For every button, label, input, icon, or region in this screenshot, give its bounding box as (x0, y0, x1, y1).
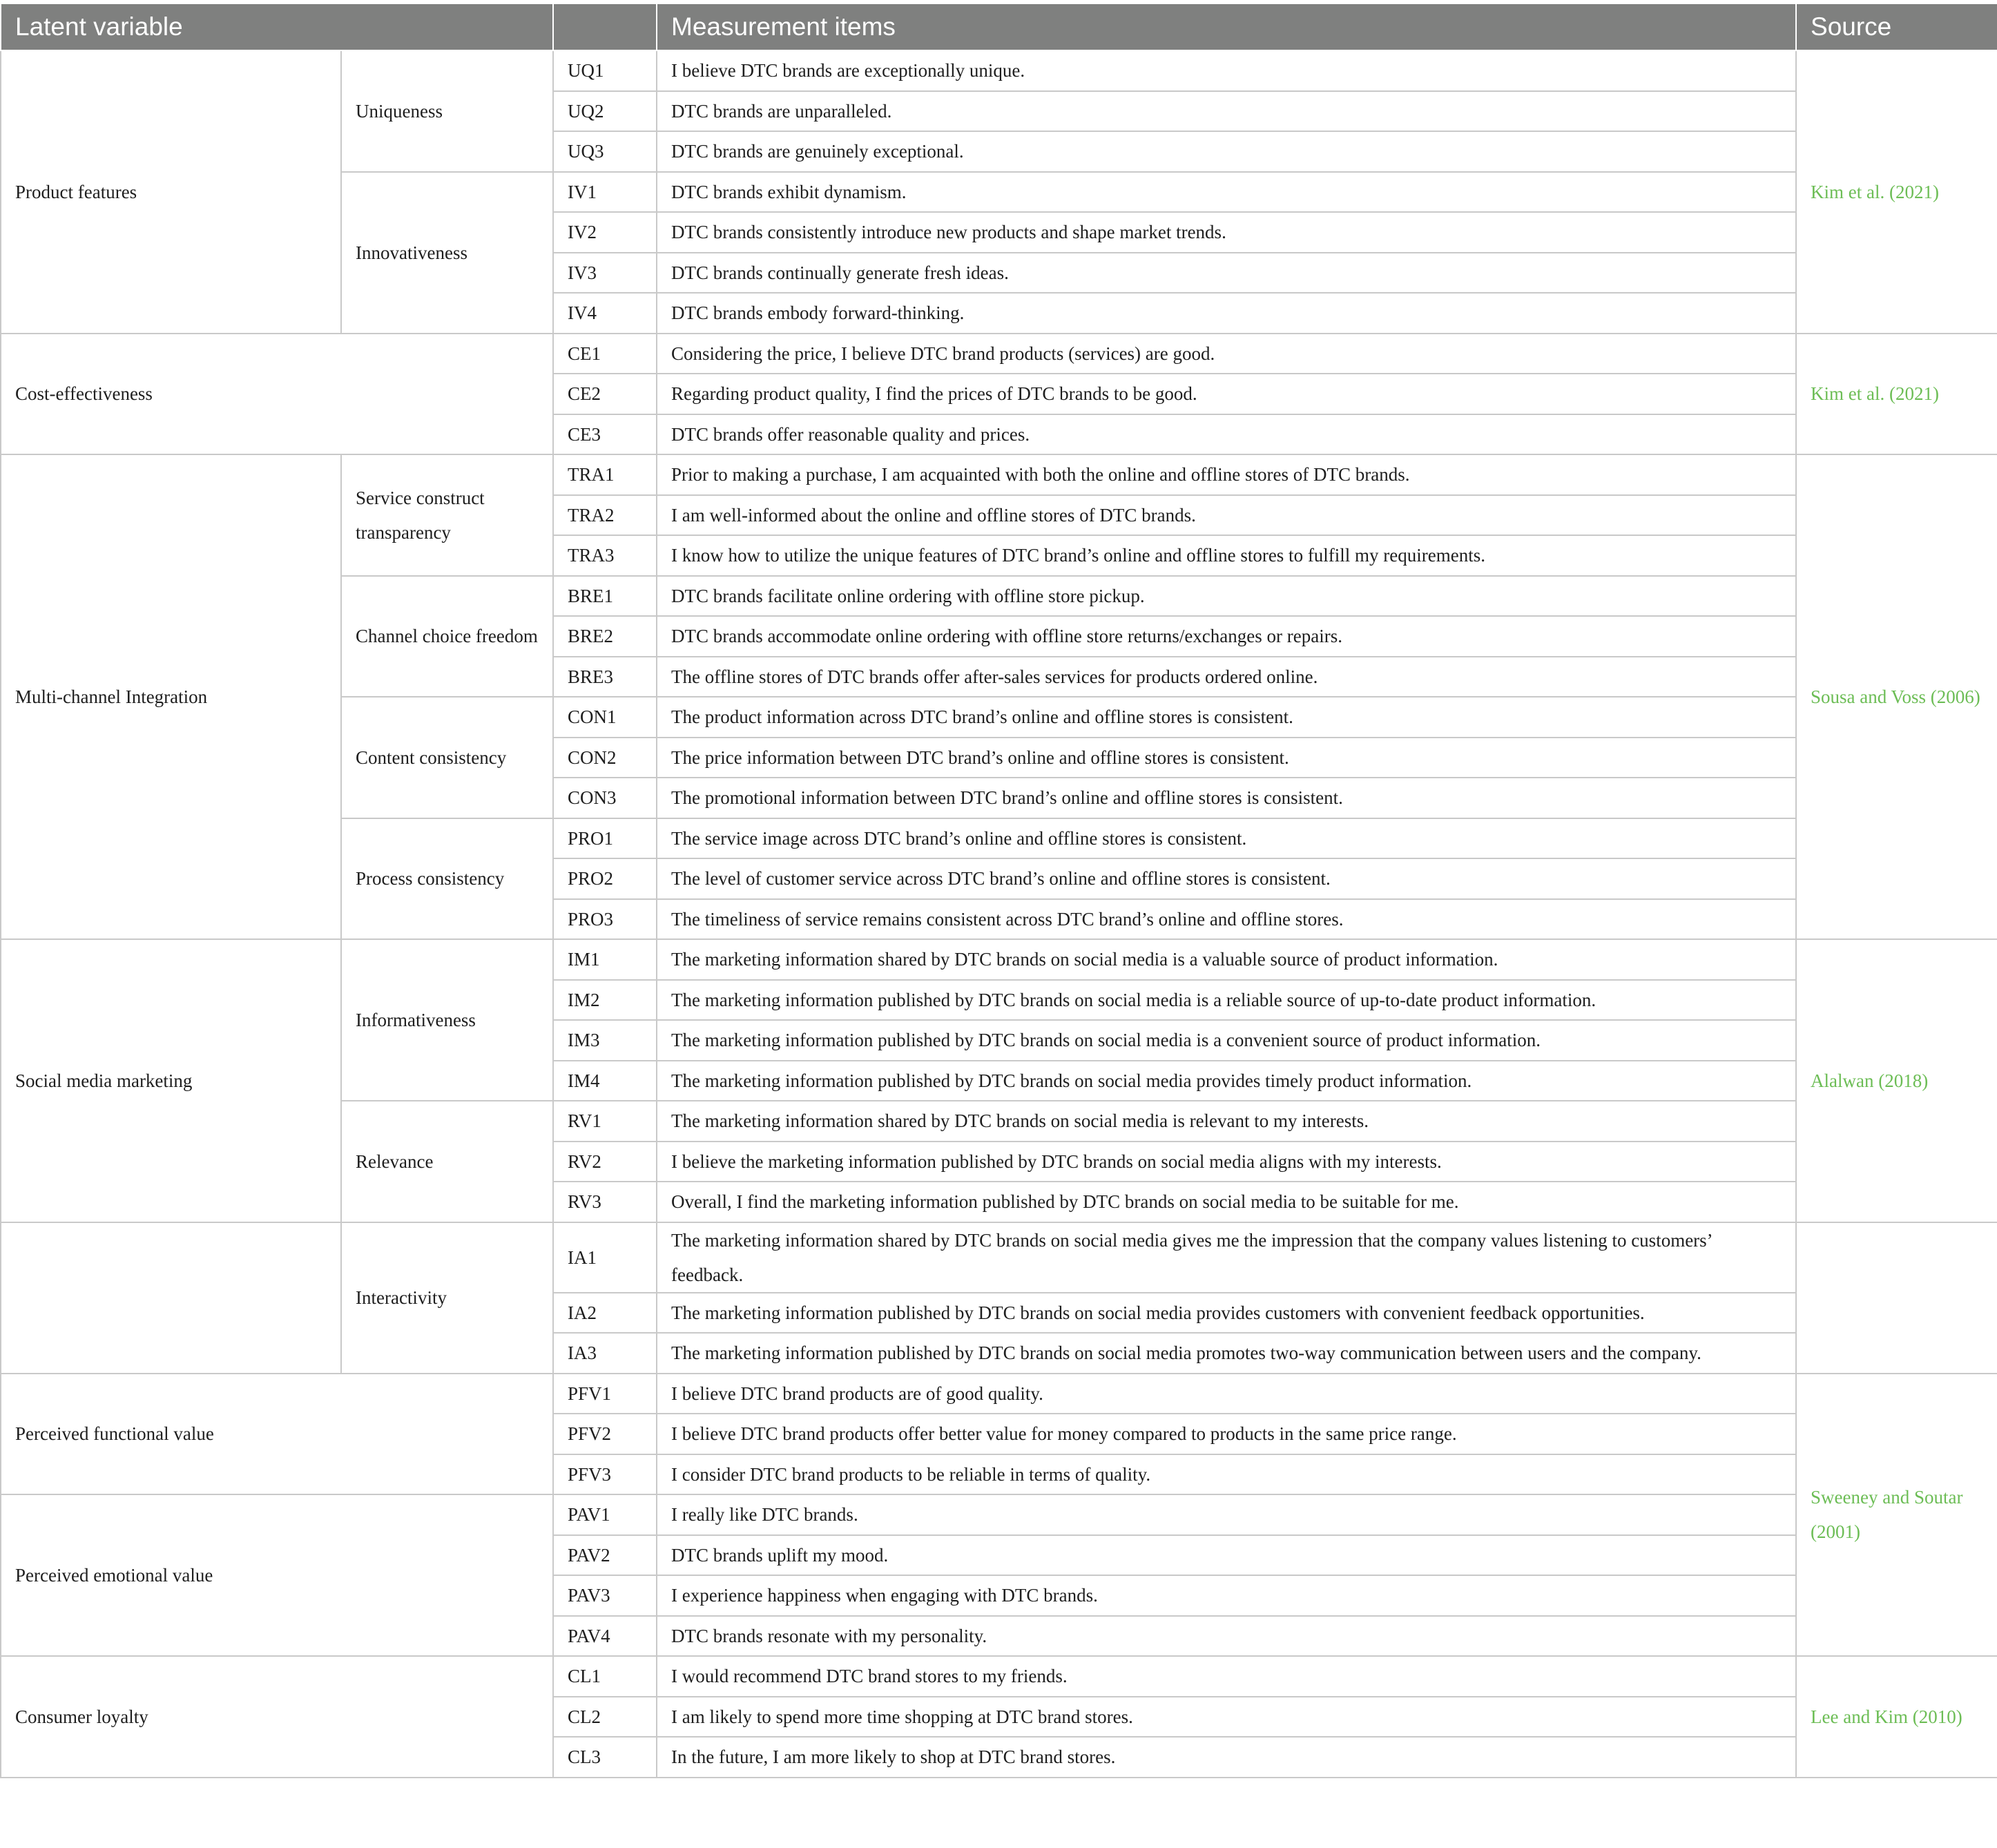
latent-perceived-functional-value: Perceived functional value (1, 1374, 553, 1495)
item-text: The level of customer service across DTC brand’s online and offline stores is consistent. (657, 858, 1796, 899)
item-text: DTC brands embody forward-thinking. (657, 293, 1796, 334)
sub-relevance: Relevance (341, 1101, 553, 1222)
item-code: IV4 (553, 293, 657, 334)
item-code: CON3 (553, 778, 657, 818)
source-blank (1796, 1222, 1997, 1374)
item-text: I consider DTC brand products to be reliable in terms of quality. (657, 1454, 1796, 1495)
latent-multi-channel-integration: Multi-channel Integration (1, 454, 341, 939)
header-source: Source (1796, 3, 1997, 50)
table-row (1, 1494, 1997, 1535)
table-row (1, 1656, 1997, 1697)
item-text: I believe the marketing information published by DTC brands on social media aligns with my interests. (657, 1142, 1796, 1182)
header-latent-variable: Latent variable (1, 3, 553, 50)
item-code: RV1 (553, 1101, 657, 1142)
item-text: I would recommend DTC brand stores to my friends. (657, 1656, 1796, 1697)
item-text: DTC brands facilitate online ordering with offline store pickup. (657, 576, 1796, 617)
latent-blank (1, 1222, 341, 1374)
item-code: PRO1 (553, 818, 657, 859)
item-code: IV2 (553, 212, 657, 253)
source-alalwan-2018: Alalwan (2018) (1796, 939, 1997, 1222)
item-code: BRE3 (553, 657, 657, 697)
item-text: The timeliness of service remains consistent across DTC brand’s online and offline stores. (657, 899, 1796, 940)
item-text: I know how to utilize the unique features of DTC brand’s online and offline stores to fulfill my requirements. (657, 535, 1796, 576)
item-text: The marketing information published by DTC brands on social media provides timely product information. (657, 1061, 1796, 1101)
item-code: CL1 (553, 1656, 657, 1697)
source-sweeney-soutar-2001: Sweeney and Soutar (2001) (1796, 1374, 1997, 1657)
item-code: IA2 (553, 1293, 657, 1334)
item-code: CL3 (553, 1737, 657, 1778)
sub-innovativeness: Innovativeness (341, 172, 553, 334)
item-code: CON2 (553, 738, 657, 778)
latent-cost-effectiveness: Cost-effectiveness (1, 334, 553, 455)
latent-perceived-emotional-value: Perceived emotional value (1, 1494, 553, 1656)
item-text: DTC brands are unparalleled. (657, 91, 1796, 132)
item-text: The price information between DTC brand’s online and offline stores is consistent. (657, 738, 1796, 778)
item-text: The offline stores of DTC brands offer after-sales services for products ordered online. (657, 657, 1796, 697)
item-code: IM4 (553, 1061, 657, 1101)
sub-interactivity: Interactivity (341, 1222, 553, 1374)
measurement-table (0, 3, 1997, 1778)
item-text: The marketing information shared by DTC brands on social media gives me the impression that the company values listening to customers’ feedback. (657, 1222, 1796, 1293)
item-text: DTC brands offer reasonable quality and prices. (657, 414, 1796, 455)
item-code: PRO2 (553, 858, 657, 899)
table-row (1, 50, 1997, 91)
item-code: IA3 (553, 1333, 657, 1374)
sub-channel-choice-freedom: Channel choice freedom (341, 576, 553, 697)
item-code: CON1 (553, 697, 657, 738)
item-code: PFV1 (553, 1374, 657, 1414)
item-code: IV3 (553, 253, 657, 293)
item-text: DTC brands exhibit dynamism. (657, 172, 1796, 213)
item-code: TRA2 (553, 495, 657, 536)
item-text: The service image across DTC brand’s online and offline stores is consistent. (657, 818, 1796, 859)
header-code (553, 3, 657, 50)
item-code: IA1 (553, 1222, 657, 1293)
item-text: The marketing information published by DTC brands on social media is a reliable source of up-to-date product information. (657, 980, 1796, 1021)
item-text: DTC brands uplift my mood. (657, 1535, 1796, 1576)
item-text: DTC brands consistently introduce new products and shape market trends. (657, 212, 1796, 253)
item-code: RV3 (553, 1182, 657, 1222)
source-kim-2021-b: Kim et al. (2021) (1796, 334, 1997, 455)
latent-social-media-marketing: Social media marketing (1, 939, 341, 1222)
item-text: Considering the price, I believe DTC brand products (services) are good. (657, 334, 1796, 374)
item-text: Regarding product quality, I find the prices of DTC brands to be good. (657, 374, 1796, 414)
item-code: TRA1 (553, 454, 657, 495)
table-row (1, 1374, 1997, 1414)
item-text: The marketing information shared by DTC brands on social media is relevant to my interests. (657, 1101, 1796, 1142)
item-code: PAV1 (553, 1494, 657, 1535)
item-code: IM3 (553, 1020, 657, 1061)
item-code: UQ1 (553, 50, 657, 91)
source-lee-kim-2010: Lee and Kim (2010) (1796, 1656, 1997, 1778)
item-code: UQ3 (553, 131, 657, 172)
table-row (1, 939, 1997, 980)
sub-uniqueness: Uniqueness (341, 50, 553, 172)
item-code: PAV2 (553, 1535, 657, 1576)
item-text: DTC brands accommodate online ordering with offline store returns/exchanges or repairs. (657, 616, 1796, 657)
item-code: IV1 (553, 172, 657, 213)
item-code: BRE1 (553, 576, 657, 617)
item-code: CL2 (553, 1697, 657, 1738)
latent-product-features: Product features (1, 50, 341, 334)
item-code: CE1 (553, 334, 657, 374)
latent-consumer-loyalty: Consumer loyalty (1, 1656, 553, 1778)
item-text: The product information across DTC brand’s online and offline stores is consistent. (657, 697, 1796, 738)
table-row (1, 1222, 1997, 1293)
item-code: PFV3 (553, 1454, 657, 1495)
item-code: PFV2 (553, 1414, 657, 1454)
table-row (1, 334, 1997, 374)
sub-informativeness: Informativeness (341, 939, 553, 1101)
item-text: I really like DTC brands. (657, 1494, 1796, 1535)
item-text: I experience happiness when engaging with DTC brands. (657, 1575, 1796, 1616)
item-text: I am likely to spend more time shopping at DTC brand stores. (657, 1697, 1796, 1738)
item-code: UQ2 (553, 91, 657, 132)
header-row (1, 3, 1997, 50)
item-text: The marketing information published by DTC brands on social media promotes two-way communication between users and the company. (657, 1333, 1796, 1374)
item-text: The promotional information between DTC brand’s online and offline stores is consistent. (657, 778, 1796, 818)
item-code: CE2 (553, 374, 657, 414)
item-text: DTC brands continually generate fresh ideas. (657, 253, 1796, 293)
sub-process-consistency: Process consistency (341, 818, 553, 940)
item-text: I believe DTC brand products are of good quality. (657, 1374, 1796, 1414)
item-text: I believe DTC brand products offer better value for money compared to products in the same price range. (657, 1414, 1796, 1454)
source-sousa-voss-2006: Sousa and Voss (2006) (1796, 454, 1997, 939)
item-text: The marketing information shared by DTC brands on social media is a valuable source of product information. (657, 939, 1796, 980)
item-text: The marketing information published by DTC brands on social media is a convenient source of product information. (657, 1020, 1796, 1061)
item-code: RV2 (553, 1142, 657, 1182)
item-code: PAV4 (553, 1616, 657, 1657)
item-code: BRE2 (553, 616, 657, 657)
sub-service-construct-transparency: Service construct transparency (341, 454, 553, 576)
item-code: IM2 (553, 980, 657, 1021)
item-text: Overall, I find the marketing information published by DTC brands on social media to be suitable for me. (657, 1182, 1796, 1222)
item-text: I am well-informed about the online and offline stores of DTC brands. (657, 495, 1796, 536)
source-kim-2021: Kim et al. (2021) (1796, 50, 1997, 334)
item-code: PRO3 (553, 899, 657, 940)
sub-content-consistency: Content consistency (341, 697, 553, 818)
item-code: TRA3 (553, 535, 657, 576)
item-code: CE3 (553, 414, 657, 455)
item-text: In the future, I am more likely to shop at DTC brand stores. (657, 1737, 1796, 1778)
item-code: IM1 (553, 939, 657, 980)
item-text: The marketing information published by DTC brands on social media provides customers with convenient feedback opportunities. (657, 1293, 1796, 1334)
item-text: DTC brands resonate with my personality. (657, 1616, 1796, 1657)
item-text: DTC brands are genuinely exceptional. (657, 131, 1796, 172)
item-code: PAV3 (553, 1575, 657, 1616)
header-measurement-items: Measurement items (657, 3, 1796, 50)
item-text: I believe DTC brands are exceptionally unique. (657, 50, 1796, 91)
table-row (1, 454, 1997, 495)
item-text: Prior to making a purchase, I am acquainted with both the online and offline stores of DTC brands. (657, 454, 1796, 495)
